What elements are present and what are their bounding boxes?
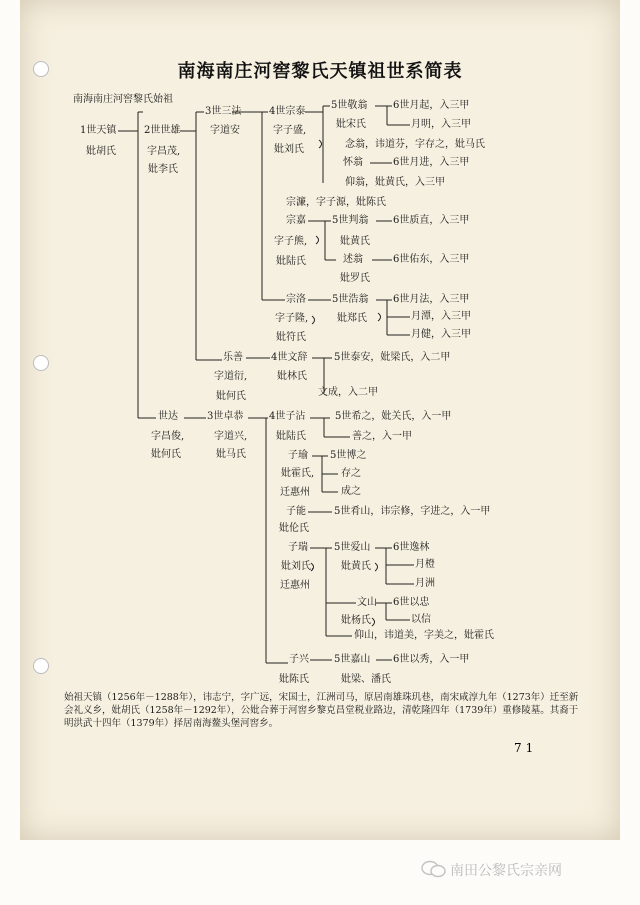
node-gen4-zizhan-spouse: 妣陆氏	[276, 431, 306, 442]
node-gen5-shuweng-spouse: 妣罗氏	[340, 273, 370, 284]
node-gen5-haoweng-spouse: 妣郑氏	[337, 313, 367, 324]
page-number: 71	[514, 741, 538, 755]
node-gen5-xizhi: 5世希之，妣关氏，入一甲	[335, 411, 452, 422]
node-gen4-zineng: 子能	[286, 506, 306, 517]
node-gen4-zongjia-spouse: 妣陆氏	[276, 256, 306, 267]
node-gen5-aishan: 5世爱山	[334, 542, 371, 553]
node-gen6-yizhong: 6世以忠	[393, 597, 430, 608]
node-gen4-zonglian: 宗濂，字子源，妣陈氏	[286, 197, 386, 208]
footnote: 始祖天镇（1256年－1288年），讳志宁，字广远，宋国士，江洲司马，原居南雄珠玑巷，南宋咸淳九年（1273年）迁至新会礼义乡，妣胡氏（1258年－1292年），公妣合葬于河窖乡黎克昌堂税业路边，清乾隆四年（1739年）重修陵墓。其裔于明洪武十四年（1379年）择居南海鳌头堡河窖乡。	[64, 692, 579, 729]
node-gen3-zhuogong-courtesy: 字道兴,	[214, 431, 248, 442]
node-gen4-zongluo-courtesy: 字子隆,	[275, 313, 309, 324]
node-gen2-shida: 世达	[158, 411, 178, 422]
node-gen6-yilin: 6世逸林	[393, 542, 430, 553]
node-gen6-zhizhi: 6世质直，入三甲	[393, 215, 470, 226]
node-gen5-cunzhi: 存之	[341, 468, 361, 479]
page-title: 南海南庄河窖黎氏天镇祖世系简表	[177, 61, 463, 82]
node-gen6-yuezhou: 月洲	[415, 578, 435, 589]
node-gen6-yuefa: 6世月法，入三甲	[393, 294, 470, 305]
watermark-text: 南田公黎氏宗亲网	[450, 863, 562, 879]
node-gen6-yixin: 以信	[411, 614, 431, 625]
node-gen6-yuejin: 6世月进，入三甲	[393, 157, 470, 168]
node-gen5-wenshan-spouse: 妣杨氏	[341, 615, 371, 626]
node-gen2-shixiong: 2世世雄	[144, 125, 181, 136]
node-gen4-zixing-spouse: 妣陈氏	[279, 674, 309, 685]
node-gen5-huaiweng: 怀翁	[343, 157, 363, 168]
node-gen3-sanfa: 3世三法	[205, 106, 242, 117]
node-gen3-leshan-spouse: 妣何氏	[216, 391, 246, 402]
node-gen4-zirui-spouse: 妣刘氏,	[281, 561, 315, 572]
node-gen5-panweng: 5世判翁	[332, 215, 369, 226]
node-gen5-aishan-spouse: 妣黄氏	[341, 561, 371, 572]
node-gen2-courtesy: 字昌茂,	[147, 146, 181, 157]
node-gen6-yixiu: 6世以秀，入一甲	[393, 654, 470, 665]
node-gen5-shanzhi: 善之，入一甲	[352, 431, 412, 442]
node-gen6-yuejian: 月健，入三甲	[411, 329, 471, 340]
node-gen1-spouse: 妣胡氏	[86, 146, 116, 157]
node-gen4-zixing: 子兴	[289, 654, 309, 665]
node-gen4-zineng-spouse: 妣伦氏	[279, 523, 309, 534]
node-gen5-bozhi: 5世博之	[330, 450, 367, 461]
node-gen4-zongtai-courtesy: 字子盛,	[273, 125, 307, 136]
node-gen4-zongtai-spouse: 妣刘氏	[274, 144, 304, 155]
node-gen3-leshan-courtesy: 字道衍,	[214, 371, 248, 382]
node-gen3-sanfa-courtesy: 字道安	[210, 125, 240, 136]
node-gen5-jiashan-spouse: 妣梁、潘氏	[341, 674, 391, 685]
node-gen6-yueqi: 6世月起，入三甲	[393, 100, 470, 111]
node-gen4-ziyu-migration: 迁惠州	[280, 487, 310, 498]
node-gen5-wencheng: 文成，入二甲	[318, 387, 378, 398]
node-gen4-zizhan: 4世子沾	[269, 411, 306, 422]
node-gen2-spouse: 妣李氏	[148, 164, 178, 175]
node-gen4-ziyu-spouse: 妣霍氏,	[281, 468, 315, 479]
node-gen6-yuetan: 月潭，入三甲	[411, 311, 471, 322]
node-gen2-shida-spouse: 妣何氏	[151, 449, 181, 460]
node-gen4-ziyu: 子瑜	[288, 450, 308, 461]
node-gen4-wenci: 4世文辞	[271, 352, 308, 363]
node-gen4-zongjia-courtesy: 字子熊,	[274, 236, 308, 247]
node-gen5-panweng-spouse: 妣黄氏	[340, 236, 370, 247]
node-gen5-wenshan: 文山	[357, 597, 377, 608]
node-gen4-zongtai: 4世宗泰	[269, 106, 306, 117]
node-gen5-chengzhi: 成之	[341, 486, 361, 497]
node-gen5-jingweng: 5世敬翁	[331, 100, 368, 111]
node-gen5-jingweng-spouse: 妣宋氏	[336, 119, 366, 130]
node-gen4-zirui: 子瑞	[288, 542, 308, 553]
node-gen4-zongluo: 宗洛	[286, 294, 306, 305]
node-gen2-shida-courtesy: 字昌俊,	[151, 431, 185, 442]
node-gen4-zirui-migration: 迁惠州	[280, 580, 310, 591]
node-gen5-taian: 5世泰安，妣梁氏，入二甲	[334, 352, 451, 363]
node-gen5-nianweng: 念翁，讳道芬，字存之，妣马氏	[345, 139, 485, 150]
node-gen3-leshan: 乐善	[223, 352, 243, 363]
node-gen5-yangshan: 仰山，讳道美，字美之，妣霍氏	[354, 630, 494, 641]
node-gen5-yangweng: 仰翁，妣黄氏，入三甲	[345, 177, 445, 188]
node-gen4-zongluo-spouse: 妣符氏	[276, 332, 306, 343]
node-gen5-jiashan: 5世嘉山	[334, 654, 371, 665]
node-gen3-zhuogong-spouse: 妣马氏	[216, 449, 246, 460]
node-gen4-zongjia: 宗嘉	[286, 215, 306, 226]
node-gen6-yueming: 月明，入三甲	[411, 119, 471, 130]
node-gen3-zhuogong: 3世卓恭	[207, 411, 244, 422]
node-gen4-wenci-spouse: 妣林氏	[277, 371, 307, 382]
node-gen5-haoweng: 5世浩翁	[332, 294, 369, 305]
node-gen6-yuecheng: 月橙	[415, 559, 435, 570]
node-gen1-tianzhen: 1世天镇	[80, 125, 117, 136]
node-gen6-youdong: 6世佑东，入三甲	[393, 254, 470, 265]
wechat-icon	[421, 860, 447, 878]
node-gen5-shuweng: 述翁	[343, 254, 363, 265]
node-gen5-yaoshan: 5世肴山，讳宗修，字进之，入一甲	[334, 506, 491, 517]
node-ancestor-heading: 南海南庄河窖黎氏始祖	[73, 94, 173, 105]
